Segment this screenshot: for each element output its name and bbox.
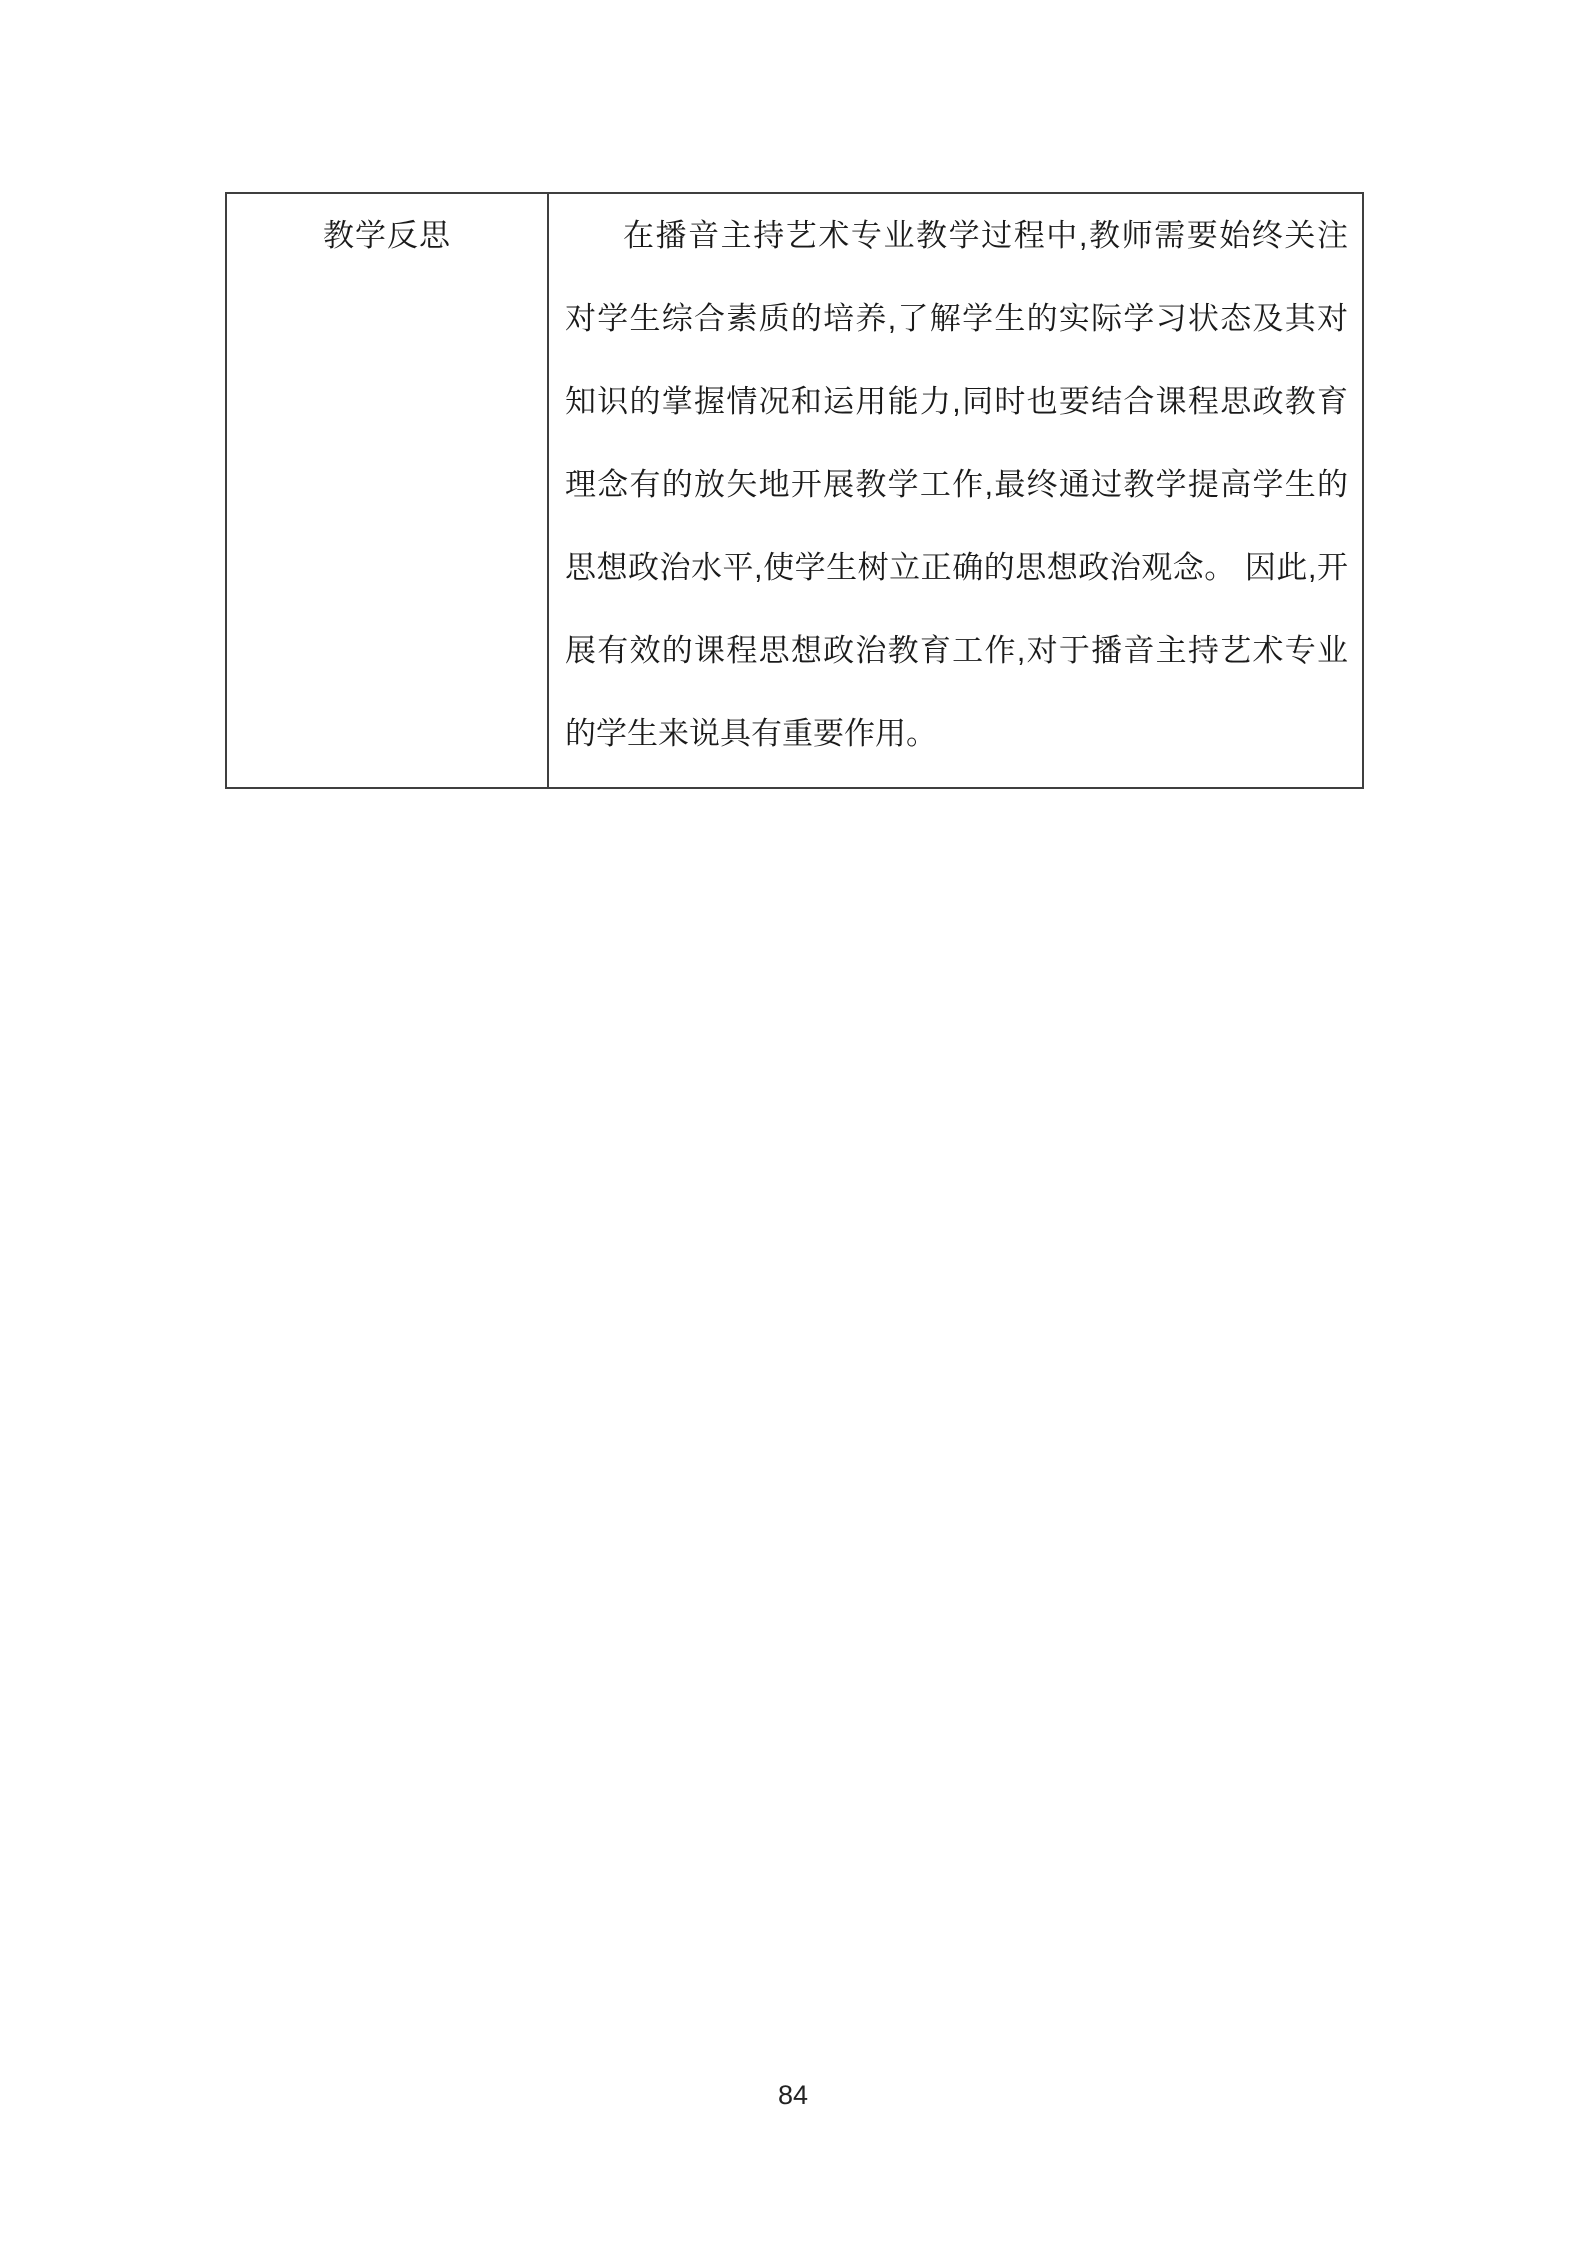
reflection-line: 理念有的放矢地开展教学工作,最终通过教学提高学生的 xyxy=(565,467,1348,502)
reflection-content-cell xyxy=(549,194,1362,787)
reflection-line: 的学生来说具有重要作用。 xyxy=(565,716,937,751)
row-header-label: 教学反思 xyxy=(323,218,451,253)
reflection-line: 展有效的课程思想政治教育工作,对于播音主持艺术专业 xyxy=(565,633,1348,668)
reflection-line: 知识的掌握情况和运用能力,同时也要结合课程思政教育 xyxy=(565,384,1348,419)
reflection-line: 在播音主持艺术专业教学过程中,教师需要始终关注 xyxy=(623,218,1348,253)
row-header-cell xyxy=(227,194,549,787)
reflection-line: 思想政治水平,使学生树立正确的思想政治观念。 因此,开 xyxy=(565,550,1348,585)
page-number: 84 xyxy=(777,2080,809,2110)
teaching-reflection-table xyxy=(225,192,1364,789)
reflection-line: 对学生综合素质的培养,了解学生的实际学习状态及其对 xyxy=(565,301,1348,336)
